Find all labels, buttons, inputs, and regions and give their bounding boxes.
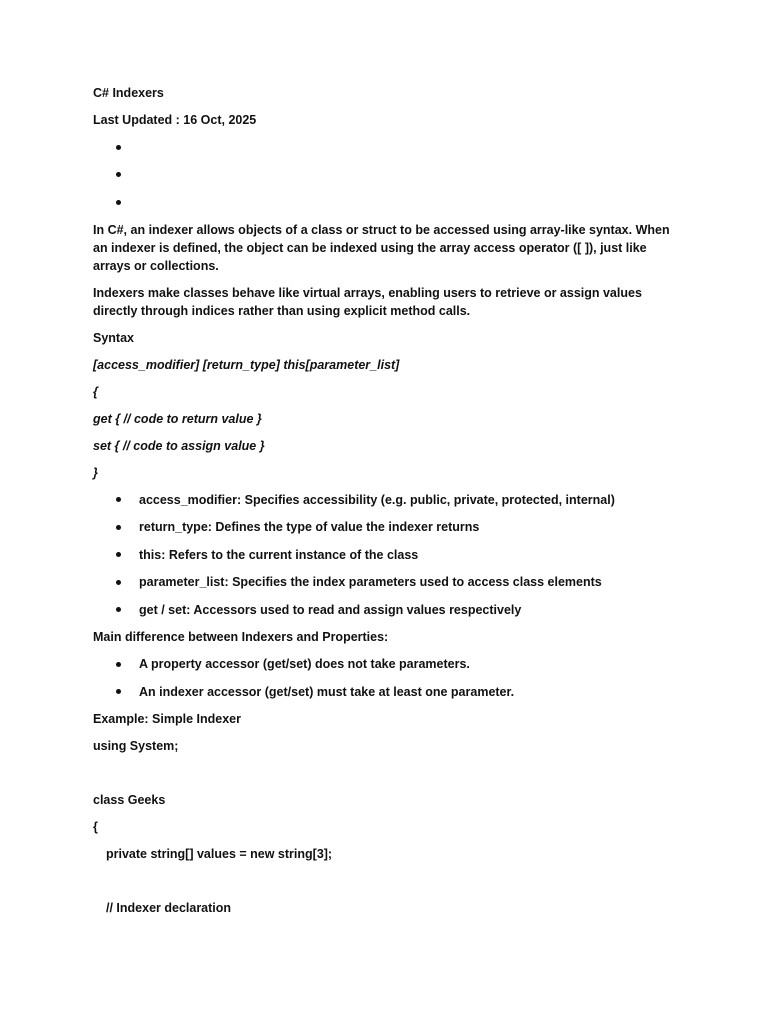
intro-paragraph-1: In C#, an indexer allows objects of a class or struct to be accessed using array-like syntax. When an indexer is defined, the object can be indexed using the array access operator ([ ]), just like arrays or collections. [93, 222, 670, 273]
syntax-heading: Syntax [93, 330, 134, 345]
page-title: C# Indexers [93, 86, 164, 100]
code-line: // Indexer declaration [106, 901, 232, 915]
document-page [93, 84, 683, 926]
blank-line [93, 764, 683, 782]
difference-points-list [93, 655, 683, 701]
syntax-point: this: Refers to the current instance of the class [93, 546, 683, 564]
syntax-line: { [93, 384, 98, 399]
difference-heading: Main difference between Indexers and Properties: [93, 630, 389, 644]
syntax-point: parameter_list: Specifies the index parameters used to access class elements [93, 573, 683, 591]
code-line: private string[] values = new string[3]; [106, 847, 333, 861]
code-line: using System; [93, 739, 179, 753]
syntax-point: access_modifier: Specifies accessibility (e.g. public, private, protected, internal) [93, 491, 683, 509]
syntax-line: [access_modifier] [return_type] this[parameter_list] [93, 357, 400, 372]
syntax-points-list [93, 491, 683, 619]
code-line: class Geeks [93, 793, 166, 807]
intro-paragraph-2: Indexers make classes behave like virtual arrays, enabling users to retrieve or assign values directly through indices rather than using explicit method calls. [93, 285, 642, 318]
empty-bullet-item [93, 166, 683, 184]
last-updated: Last Updated : 16 Oct, 2025 [93, 113, 257, 127]
syntax-point: get / set: Accessors used to read and assign values respectively [93, 601, 683, 619]
difference-point: A property accessor (get/set) does not take parameters. [93, 655, 683, 673]
difference-point: An indexer accessor (get/set) must take at least one parameter. [93, 683, 683, 701]
syntax-line: set { // code to assign value } [93, 438, 265, 453]
empty-bullet-item [93, 138, 683, 156]
syntax-point: return_type: Defines the type of value the indexer returns [93, 518, 683, 536]
empty-bullet-item [93, 193, 683, 211]
code-line: { [93, 820, 98, 834]
syntax-line: } [93, 465, 98, 480]
blank-line [93, 872, 683, 890]
syntax-line: get { // code to return value } [93, 411, 262, 426]
example-heading: Example: Simple Indexer [93, 712, 241, 726]
empty-bullet-list [93, 138, 683, 211]
